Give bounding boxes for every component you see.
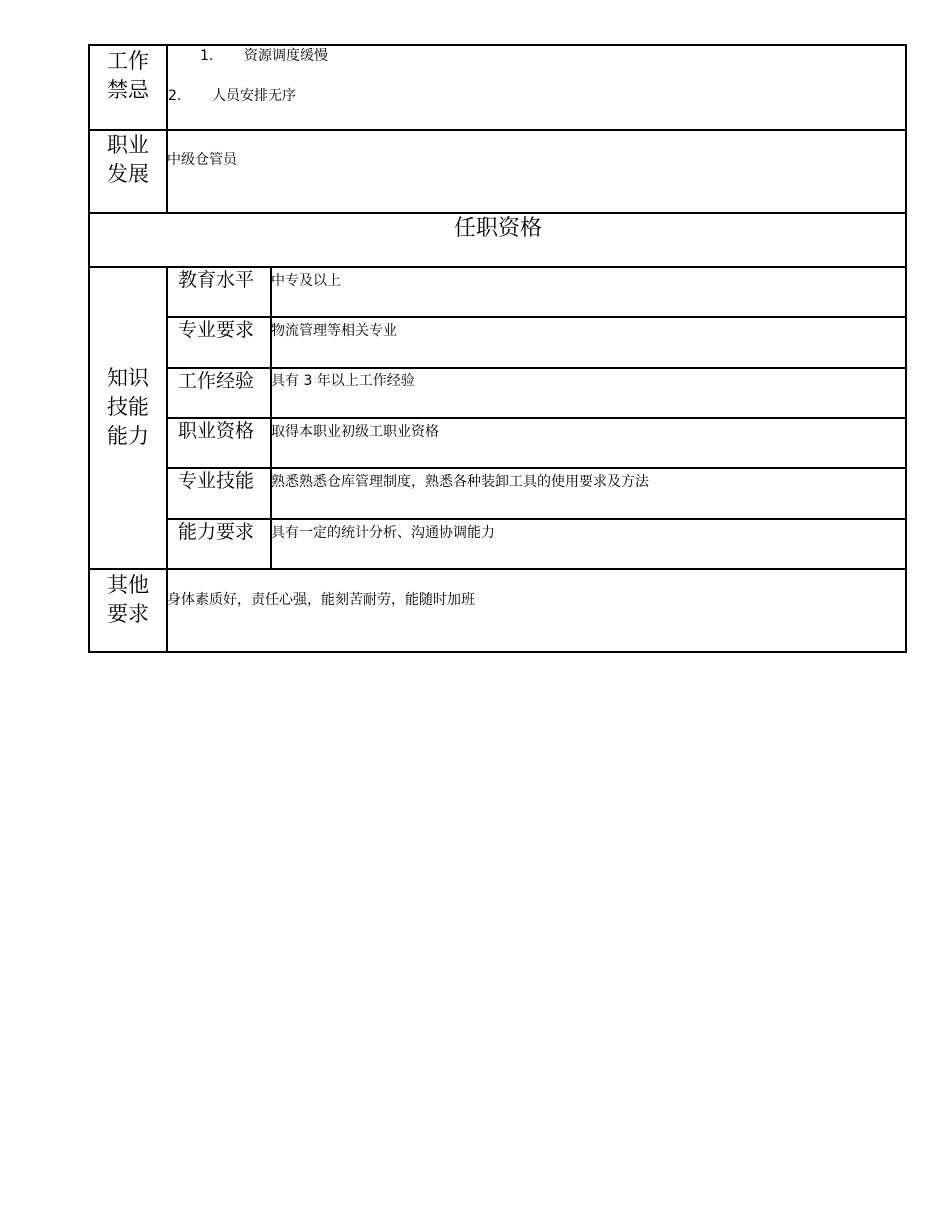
other-value: 身体素质好，责任心强，能刻苦耐劳，能随时加班: [167, 592, 475, 608]
border-top: [88, 44, 907, 46]
taboo-item-1-text: 资源调度缓慢: [244, 48, 328, 64]
certification-value: 取得本职业初级工职业资格: [271, 424, 439, 440]
skills-label: 专业技能: [178, 470, 255, 492]
certification-label: 职业资格: [178, 420, 255, 442]
divider-row-4: [167, 467, 907, 469]
border-bottom: [88, 651, 907, 653]
ability-value: 具有一定的统计分析、沟通协调能力: [271, 525, 495, 541]
skills-value: 熟悉熟悉仓库管理制度，熟悉各种装卸工具的使用要求及方法: [271, 474, 649, 490]
divider-knowledge-other: [88, 568, 907, 570]
divider-header-knowledge: [88, 266, 907, 268]
taboos-label: 工作 禁忌: [107, 49, 149, 102]
experience-value: 具有 3 年以上工作经验: [271, 373, 415, 389]
qualifications-header: 任职资格: [454, 216, 543, 241]
divider-taboos-career: [88, 129, 907, 131]
divider-career-header: [88, 212, 907, 214]
divider-row-1: [167, 316, 907, 318]
divider-row-3: [167, 417, 907, 419]
experience-label: 工作经验: [178, 370, 255, 392]
border-right: [905, 44, 907, 653]
taboo-item-2-text: 人员安排无序: [212, 88, 296, 104]
other-label: 其他 要求: [107, 573, 149, 626]
major-value: 物流管理等相关专业: [271, 323, 397, 339]
ability-label: 能力要求: [178, 521, 255, 543]
knowledge-label: 知识 技能 能力: [107, 366, 149, 448]
divider-row-5: [167, 518, 907, 520]
divider-row-2: [167, 367, 907, 369]
career-value: 中级仓管员: [167, 152, 237, 168]
education-value: 中专及以上: [271, 273, 341, 289]
career-label: 职业 发展: [107, 133, 149, 186]
job-requirements-table: [88, 44, 906, 652]
education-label: 教育水平: [178, 269, 255, 291]
major-label: 专业要求: [178, 319, 255, 341]
taboo-item-1-number: 1.: [200, 48, 214, 64]
taboo-item-2-number: 2.: [168, 88, 182, 104]
